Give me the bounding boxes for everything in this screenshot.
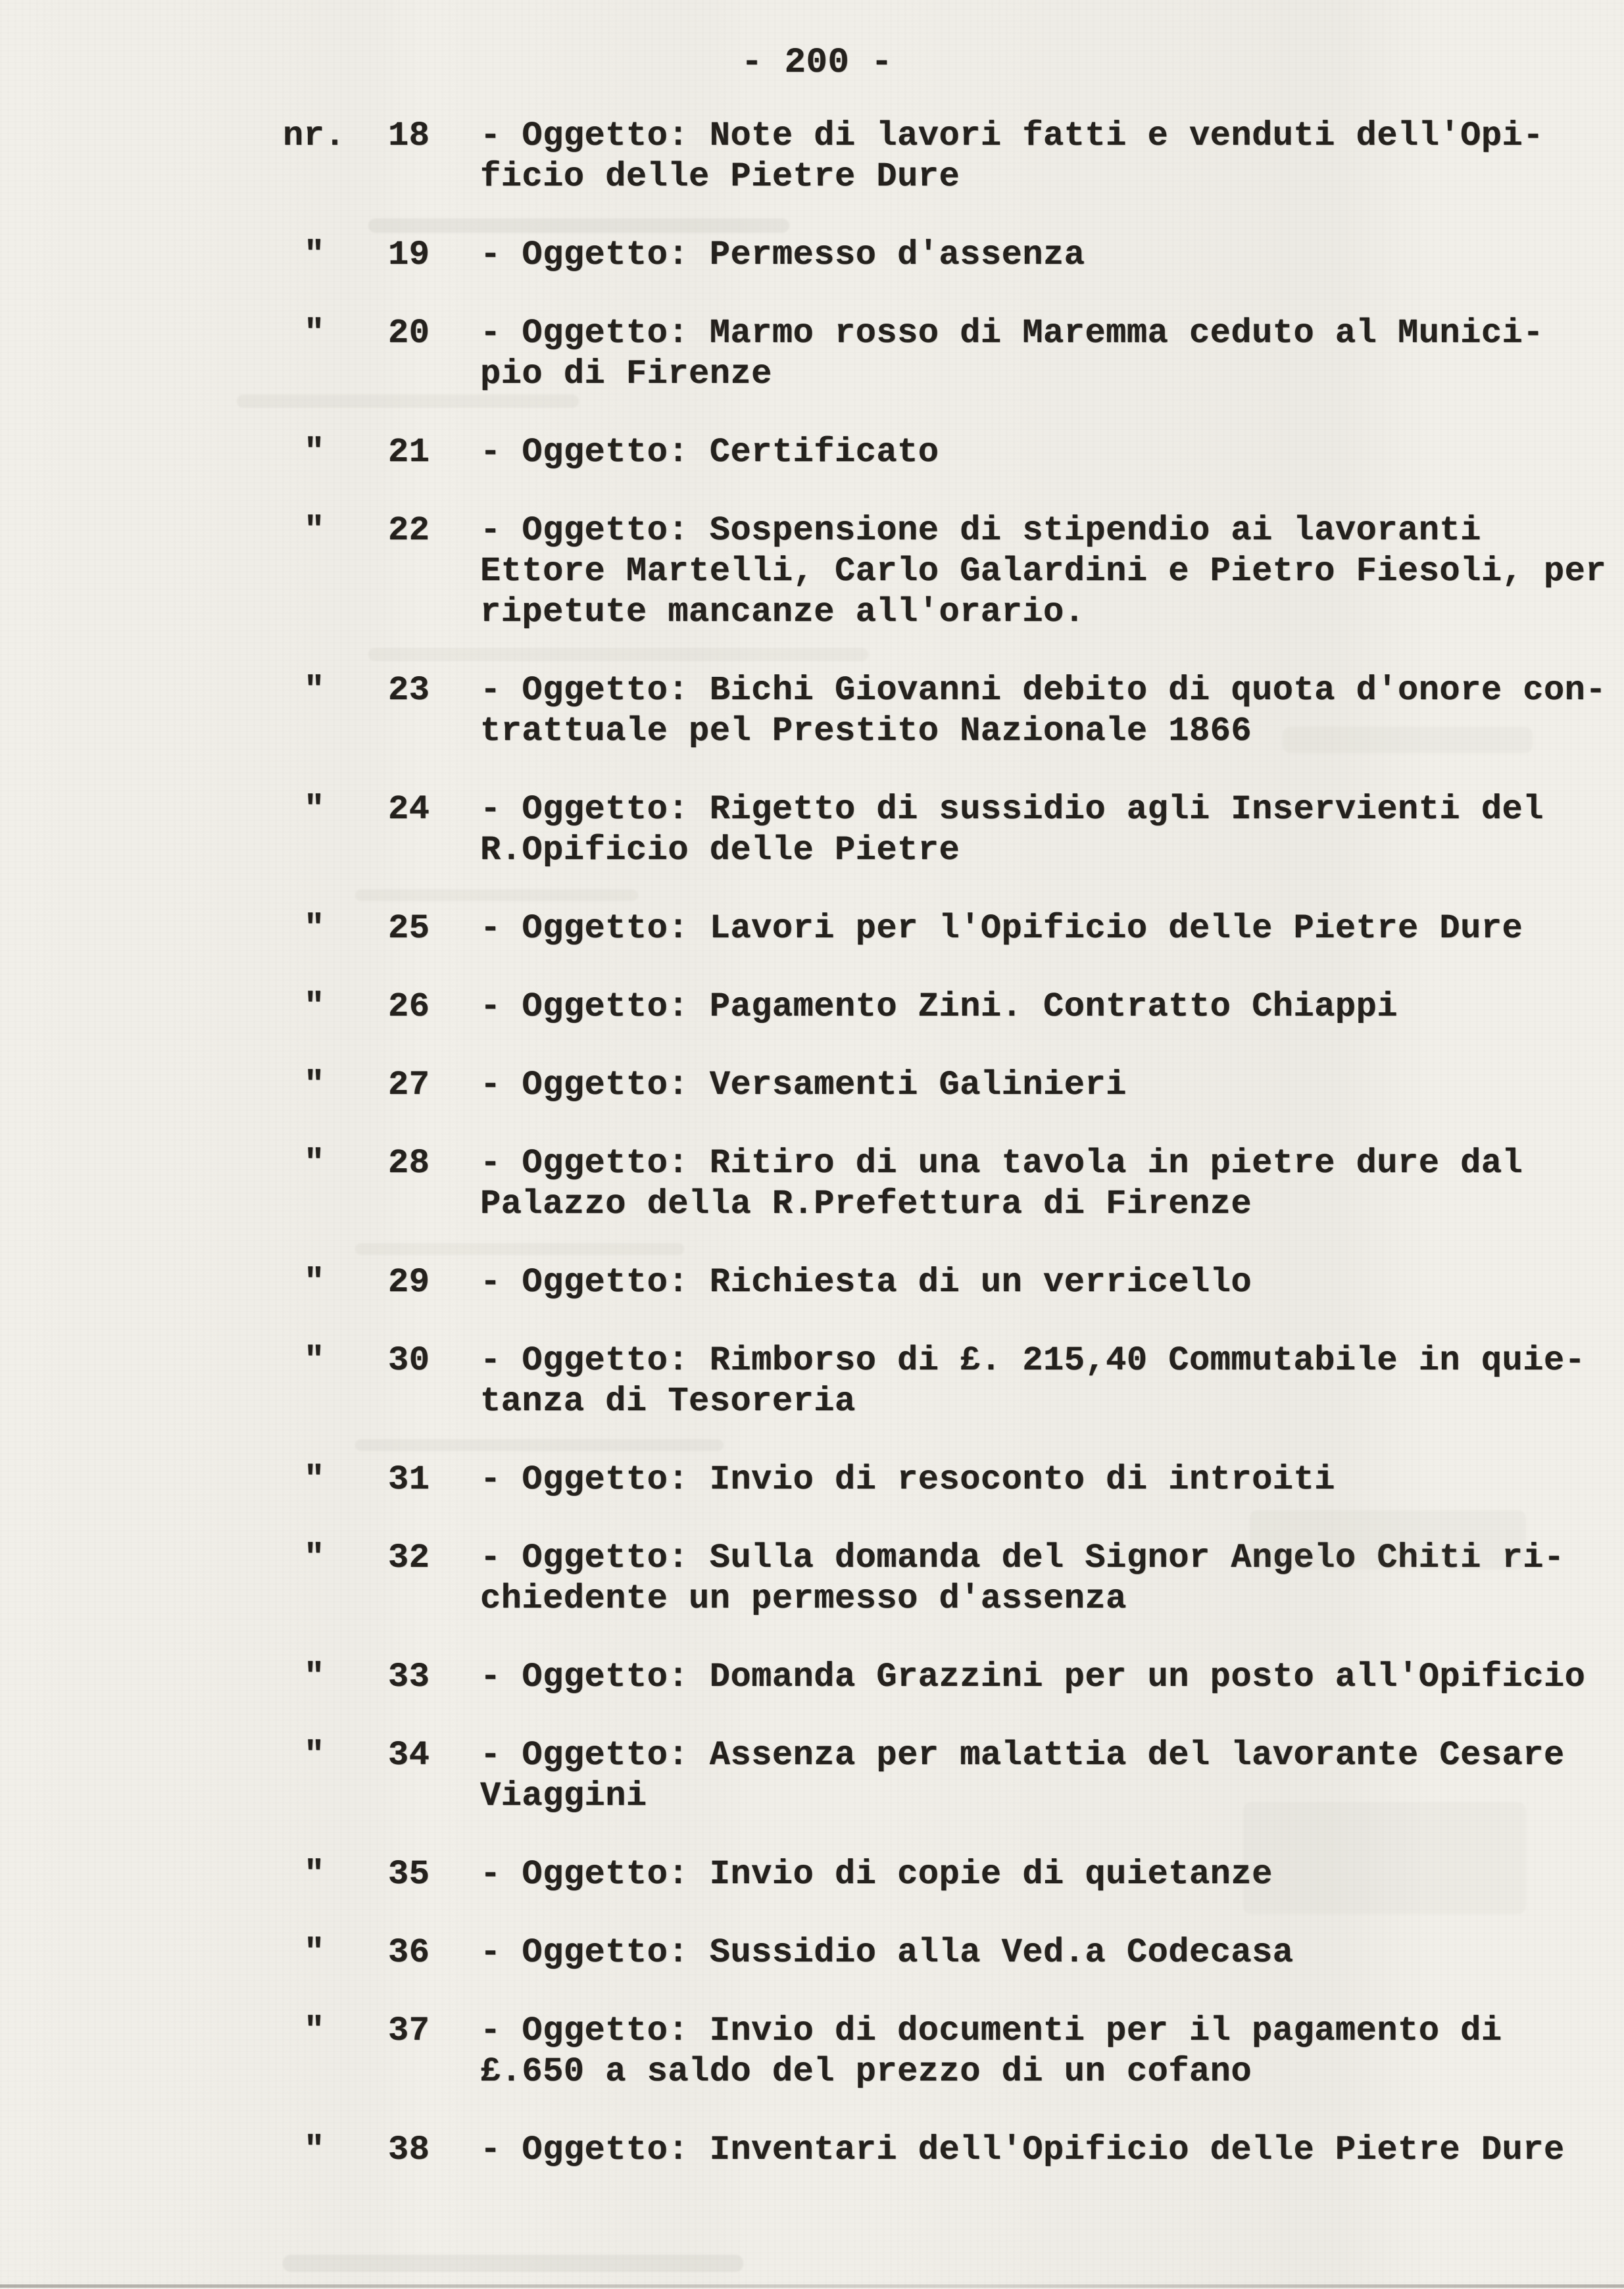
entry-text-line: £.650 a saldo del prezzo di un cofano <box>480 2052 1252 2091</box>
catalog-entry <box>0 789 1624 871</box>
entry-text-line: - Oggetto: Note di lavori fatti e venduti dell'Opi- <box>480 116 1544 155</box>
entry-number: 25 <box>388 909 430 948</box>
scan-edge-line <box>0 2284 1624 2288</box>
entry-text-line: - Oggetto: Bichi Giovanni debito di quota d'onore con- <box>480 671 1607 710</box>
entry-text-line: Ettore Martelli, Carlo Galardini e Pietro Fiesoli, per <box>480 552 1607 591</box>
entry-mark: " <box>304 1460 325 1499</box>
catalog-entry <box>0 1735 1624 1817</box>
entry-mark: " <box>304 1341 325 1380</box>
entry-number: 26 <box>388 987 430 1026</box>
entry-text-line: - Oggetto: Rimborso di £. 215,40 Commutabile in quie- <box>480 1341 1586 1380</box>
catalog-entry <box>0 1932 1624 1973</box>
catalog-entry <box>0 2011 1624 2092</box>
entry-mark: " <box>304 1066 325 1104</box>
catalog-entry <box>0 1538 1624 1619</box>
entry-text <box>480 1262 1585 1303</box>
entry-mark: " <box>304 314 325 353</box>
entry-text-line: - Oggetto: Pagamento Zini. Contratto Chiappi <box>480 987 1398 1026</box>
catalog-entry <box>0 510 1624 633</box>
entry-mark: " <box>304 1538 325 1577</box>
entry-text <box>480 235 1585 276</box>
entry-text-line: - Oggetto: Sulla domanda del Signor Angelo Chiti ri- <box>480 1538 1565 1577</box>
entry-text-line: - Oggetto: Invio di copie di quietanze <box>480 1855 1273 1894</box>
entry-text <box>480 789 1585 871</box>
entry-text-line: - Oggetto: Sussidio alla Ved.a Codecasa <box>480 1933 1294 1972</box>
entry-text-line: - Oggetto: Permesso d'assenza <box>480 235 1085 274</box>
entry-text-line: Palazzo della R.Prefettura di Firenze <box>480 1185 1252 1223</box>
entry-number: 21 <box>388 433 430 472</box>
entry-number: 24 <box>388 790 430 829</box>
entry-text <box>480 2011 1585 2092</box>
catalog-entry <box>0 987 1624 1027</box>
entry-mark: " <box>304 235 325 274</box>
entry-number: 27 <box>388 1066 430 1104</box>
entry-mark: " <box>304 909 325 948</box>
entry-number: 35 <box>388 1855 430 1894</box>
entry-text-line: ficio delle Pietre Dure <box>480 157 960 196</box>
entry-number: 28 <box>388 1144 430 1183</box>
entry-text <box>480 2130 1585 2171</box>
entry-number: 32 <box>388 1538 430 1577</box>
entry-mark: " <box>304 511 325 550</box>
entry-text <box>480 1341 1585 1422</box>
entry-text-line: - Oggetto: Lavori per l'Opificio delle Pietre Dure <box>480 909 1523 948</box>
entry-text <box>480 1735 1585 1817</box>
entry-text-line: - Oggetto: Richiesta di un verricello <box>480 1263 1252 1302</box>
catalog-entry <box>0 1262 1624 1303</box>
entry-text-line: trattuale pel Prestito Nazionale 1866 <box>480 712 1252 751</box>
entry-text <box>480 313 1585 395</box>
catalog-entry <box>0 1854 1624 1895</box>
catalog-entry <box>0 235 1624 276</box>
entry-mark: " <box>304 1144 325 1183</box>
entry-text-line: - Oggetto: Invio di documenti per il pagamento di <box>480 2011 1502 2050</box>
entry-text-line: R.Opificio delle Pietre <box>480 831 960 870</box>
entry-number: 29 <box>388 1263 430 1302</box>
scan-smudge <box>283 2255 743 2272</box>
entry-text-line: - Oggetto: Domanda Grazzini per un posto all'Opificio <box>480 1658 1586 1696</box>
entry-text-line: - Oggetto: Assenza per malattia del lavorante Cesare <box>480 1736 1565 1775</box>
entry-text-line: chiedente un permesso d'assenza <box>480 1579 1127 1618</box>
entry-text <box>480 670 1607 752</box>
entry-mark: " <box>304 1263 325 1302</box>
entry-text-line: - Oggetto: Ritiro di una tavola in pietre dure dal <box>480 1144 1523 1183</box>
entry-text-line: - Oggetto: Rigetto di sussidio agli Inservienti del <box>480 790 1544 829</box>
catalog-entry <box>0 1341 1624 1422</box>
entry-text <box>480 510 1607 633</box>
entry-mark: " <box>304 2130 325 2169</box>
entry-number: 23 <box>388 671 430 710</box>
entry-text <box>480 1538 1585 1619</box>
entries-list <box>0 116 1624 2208</box>
entry-text <box>480 1460 1585 1500</box>
catalog-entry <box>0 2130 1624 2171</box>
entry-text-line: - Oggetto: Versamenti Galinieri <box>480 1066 1127 1104</box>
entry-mark: " <box>304 1736 325 1775</box>
entry-mark: nr. <box>283 116 346 155</box>
entry-number: 20 <box>388 314 430 353</box>
catalog-entry <box>0 1143 1624 1225</box>
entry-number: 34 <box>388 1736 430 1775</box>
entry-text <box>480 1657 1585 1698</box>
catalog-entry <box>0 1460 1624 1500</box>
entry-text-line: - Oggetto: Invio di resoconto di introiti <box>480 1460 1335 1499</box>
catalog-entry <box>0 432 1624 473</box>
entry-text-line: pio di Firenze <box>480 355 772 393</box>
entry-mark: " <box>304 790 325 829</box>
entry-text <box>480 987 1585 1027</box>
catalog-entry <box>0 1657 1624 1698</box>
entry-text-line: - Oggetto: Marmo rosso di Maremma ceduto al Munici- <box>480 314 1544 353</box>
catalog-entry <box>0 1065 1624 1106</box>
entry-text <box>480 1932 1585 1973</box>
page-number: - 200 - <box>741 43 893 83</box>
entry-number: 31 <box>388 1460 430 1499</box>
entry-number: 37 <box>388 2011 430 2050</box>
entry-text-line: Viaggini <box>480 1777 647 1815</box>
entry-number: 30 <box>388 1341 430 1380</box>
entry-mark: " <box>304 671 325 710</box>
entry-text-line: - Oggetto: Inventari dell'Opificio delle Pietre Dure <box>480 2130 1565 2169</box>
entry-text <box>480 1143 1585 1225</box>
entry-mark: " <box>304 1855 325 1894</box>
entry-text <box>480 1854 1585 1895</box>
entry-number: 33 <box>388 1658 430 1696</box>
entry-text <box>480 1065 1585 1106</box>
entry-text-line: - Oggetto: Sospensione di stipendio ai lavoranti <box>480 511 1481 550</box>
entry-mark: " <box>304 433 325 472</box>
entry-number: 19 <box>388 235 430 274</box>
entry-number: 22 <box>388 511 430 550</box>
entry-mark: " <box>304 987 325 1026</box>
catalog-entry <box>0 116 1624 197</box>
entry-text-line: tanza di Tesoreria <box>480 1382 856 1421</box>
entry-text-line: ripetute mancanze all'orario. <box>480 593 1085 631</box>
entry-number: 36 <box>388 1933 430 1972</box>
entry-mark: " <box>304 1933 325 1972</box>
entry-mark: " <box>304 1658 325 1696</box>
entry-text-line: - Oggetto: Certificato <box>480 433 939 472</box>
entry-text <box>480 116 1585 197</box>
catalog-entry <box>0 908 1624 949</box>
entry-number: 38 <box>388 2130 430 2169</box>
catalog-entry <box>0 313 1624 395</box>
entry-text <box>480 432 1585 473</box>
entry-mark: " <box>304 2011 325 2050</box>
entry-text <box>480 908 1585 949</box>
catalog-entry <box>0 670 1624 752</box>
entry-number: 18 <box>388 116 430 155</box>
